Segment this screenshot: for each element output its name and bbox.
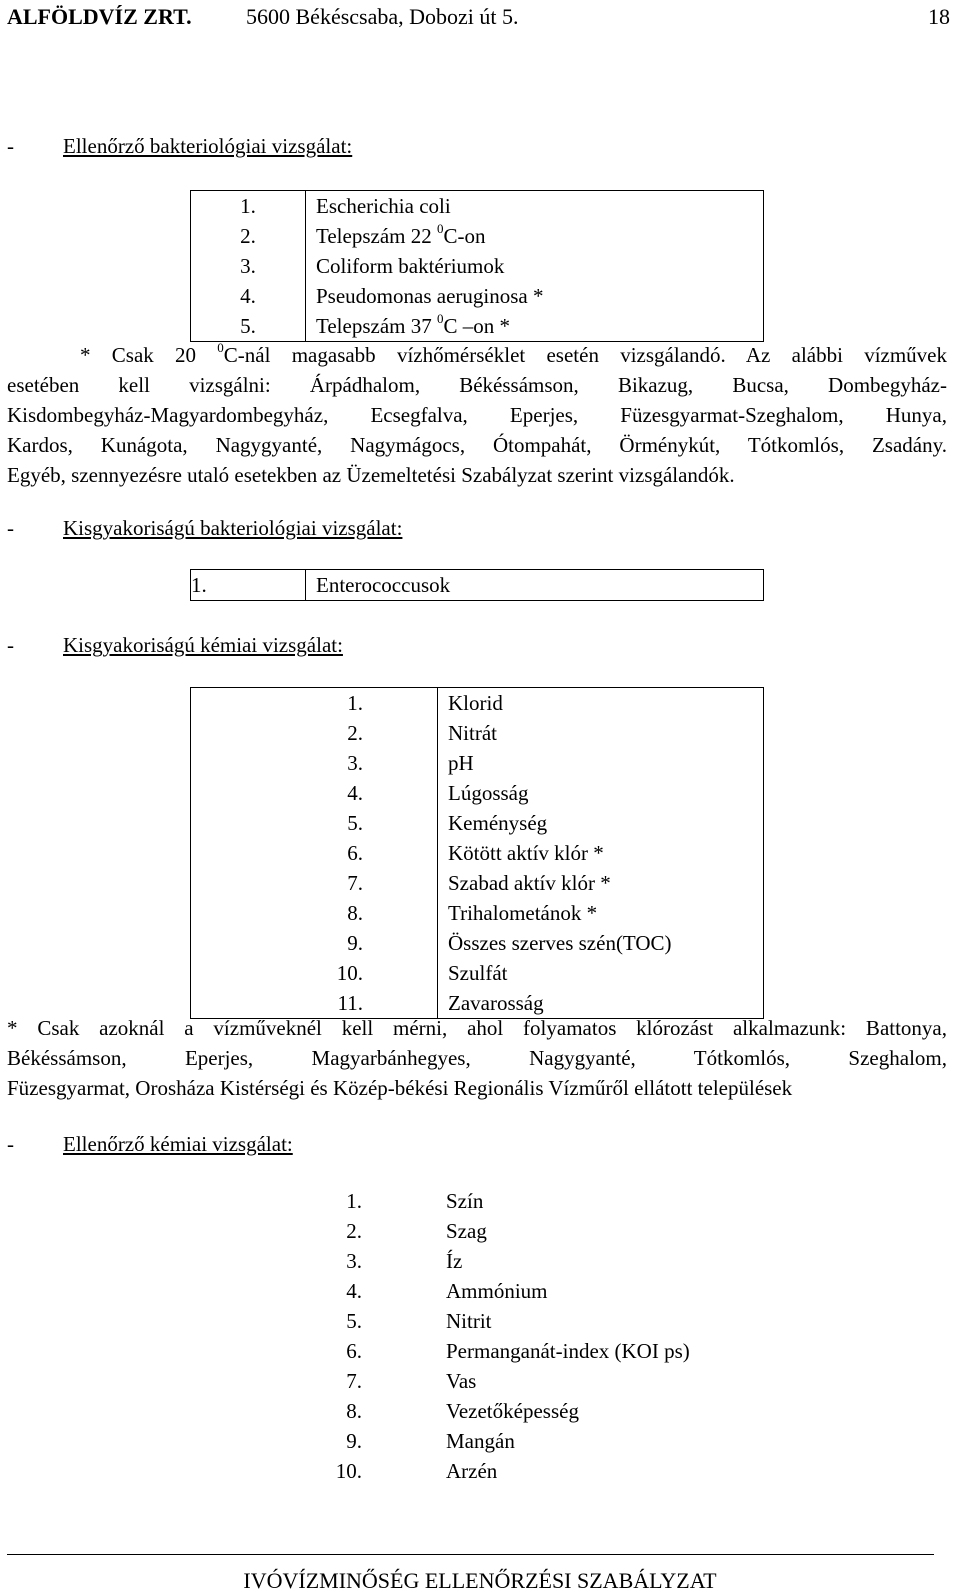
section-title: Ellenőrző bakteriológiai vizsgálat: <box>63 134 353 158</box>
table-row: 3. Íz <box>346 1249 463 1273</box>
table-row: 9. Mangán <box>346 1429 515 1453</box>
table-row: 3. Coliform baktériumok <box>191 251 764 281</box>
page-number: 18 <box>928 4 950 29</box>
table-row: 2. Nitrát <box>191 718 764 748</box>
table-row: 7. Vas <box>346 1369 477 1393</box>
table-row: 8. Trihalometánok * <box>191 898 764 928</box>
table-rare-bacteriological <box>190 569 764 601</box>
table-row: 3. pH <box>191 748 764 778</box>
page-header <box>7 2 950 38</box>
note-paragraph-2: * Csak azoknál a vízműveknél kell mérni, ahol folyamatos klórozást alkalmazunk: Battonya, Békéssámson, Eperjes, Magyarbánhegyes, Nagygyanté, Tótkomlós, Szeghalom, Füzesgyarmat, Orosháza Kistérségi és Közép-békési Regionális Vízműről ellátott települések <box>7 1016 947 1100</box>
table-control-bacteriological <box>190 190 764 342</box>
table-row: 6. Permanganát-index (KOI ps) <box>346 1339 690 1363</box>
table-control-chemical <box>190 1186 764 1486</box>
section-title: Ellenőrző kémiai vizsgálat: <box>63 1132 293 1156</box>
table-row: 5. Nitrit <box>346 1309 492 1333</box>
company-address: 5600 Békéscsaba, Dobozi út 5. <box>246 4 519 29</box>
table-row: 10. Szulfát <box>191 958 764 988</box>
table-row: 6. Kötött aktív klór * <box>191 838 764 868</box>
section-heading-control-chemical: - Ellenőrző kémiai vizsgálat: <box>7 1132 293 1156</box>
table-row: 2. Telepszám 22 $^0$C-on <box>191 221 764 251</box>
company-name: ALFÖLDVÍZ ZRT. <box>7 4 192 29</box>
table-row: 8. Vezetőképesség <box>346 1399 579 1423</box>
section-title: Kisgyakoriságú bakteriológiai vizsgálat: <box>63 516 403 540</box>
table-row: 4. Lúgosság <box>191 778 764 808</box>
table-row: 11. Zavarosság <box>191 988 764 1019</box>
section-heading-control-bacteriological: - Ellenőrző bakteriológiai vizsgálat: <box>7 134 353 158</box>
table-row: 2. Szag <box>346 1219 487 1243</box>
section-title: Kisgyakoriságú kémiai vizsgálat: <box>63 633 343 657</box>
table-row: 10. Arzén <box>335 1459 498 1483</box>
section-heading-rare-bacteriological: - Kisgyakoriságú bakteriológiai vizsgálat: <box>7 516 403 540</box>
table-row: 9. Összes szerves szén(TOC) <box>191 928 764 958</box>
footer-title: IVÓVÍZMINŐSÉG ELLENŐRZÉSI SZABÁLYZAT <box>243 1568 717 1593</box>
table-row: 1. Enterococcusok <box>191 570 764 601</box>
table-row: 5. Telepszám 37 $^0$C –on * <box>191 311 764 342</box>
table-row: 4. Ammónium <box>346 1279 548 1303</box>
table-row: 1. Szín <box>346 1189 484 1213</box>
table-row: 4. Pseudomonas aeruginosa * <box>191 281 764 311</box>
table-rare-chemical <box>190 687 764 1019</box>
section-heading-rare-chemical: - Kisgyakoriságú kémiai vizsgálat: <box>7 633 343 657</box>
note-paragraph-1: * Csak 20 $^0$C-nál magasabb vízhőmérséklet esetén vizsgálandó. Az alábbi vízművek esetében kell vizsgálni: Árpádhalom, Békéssámson, Bikazug, Bucsa, Dombegyház- Kisdombegyház-Magyardombegyház, Ecsegfalva, Eperjes, Füzesgyarmat-Szeghalom, Hunya, Kardos, Kunágota, Nagygyanté, Nagymágocs, Ótompahát, Örménykút, Tótkomlós, Zsadány. Egyéb, szennyezésre utaló esetekben az Üzemeltetési Szabályzat szerint vizsgálandók. <box>7 340 948 487</box>
table-row: 1. Klorid <box>191 688 764 719</box>
table-row: 1. Escherichia coli <box>191 191 764 222</box>
table-row: 7. Szabad aktív klór * <box>191 868 764 898</box>
footer-divider <box>7 1554 934 1555</box>
table-row: 5. Keménység <box>191 808 764 838</box>
